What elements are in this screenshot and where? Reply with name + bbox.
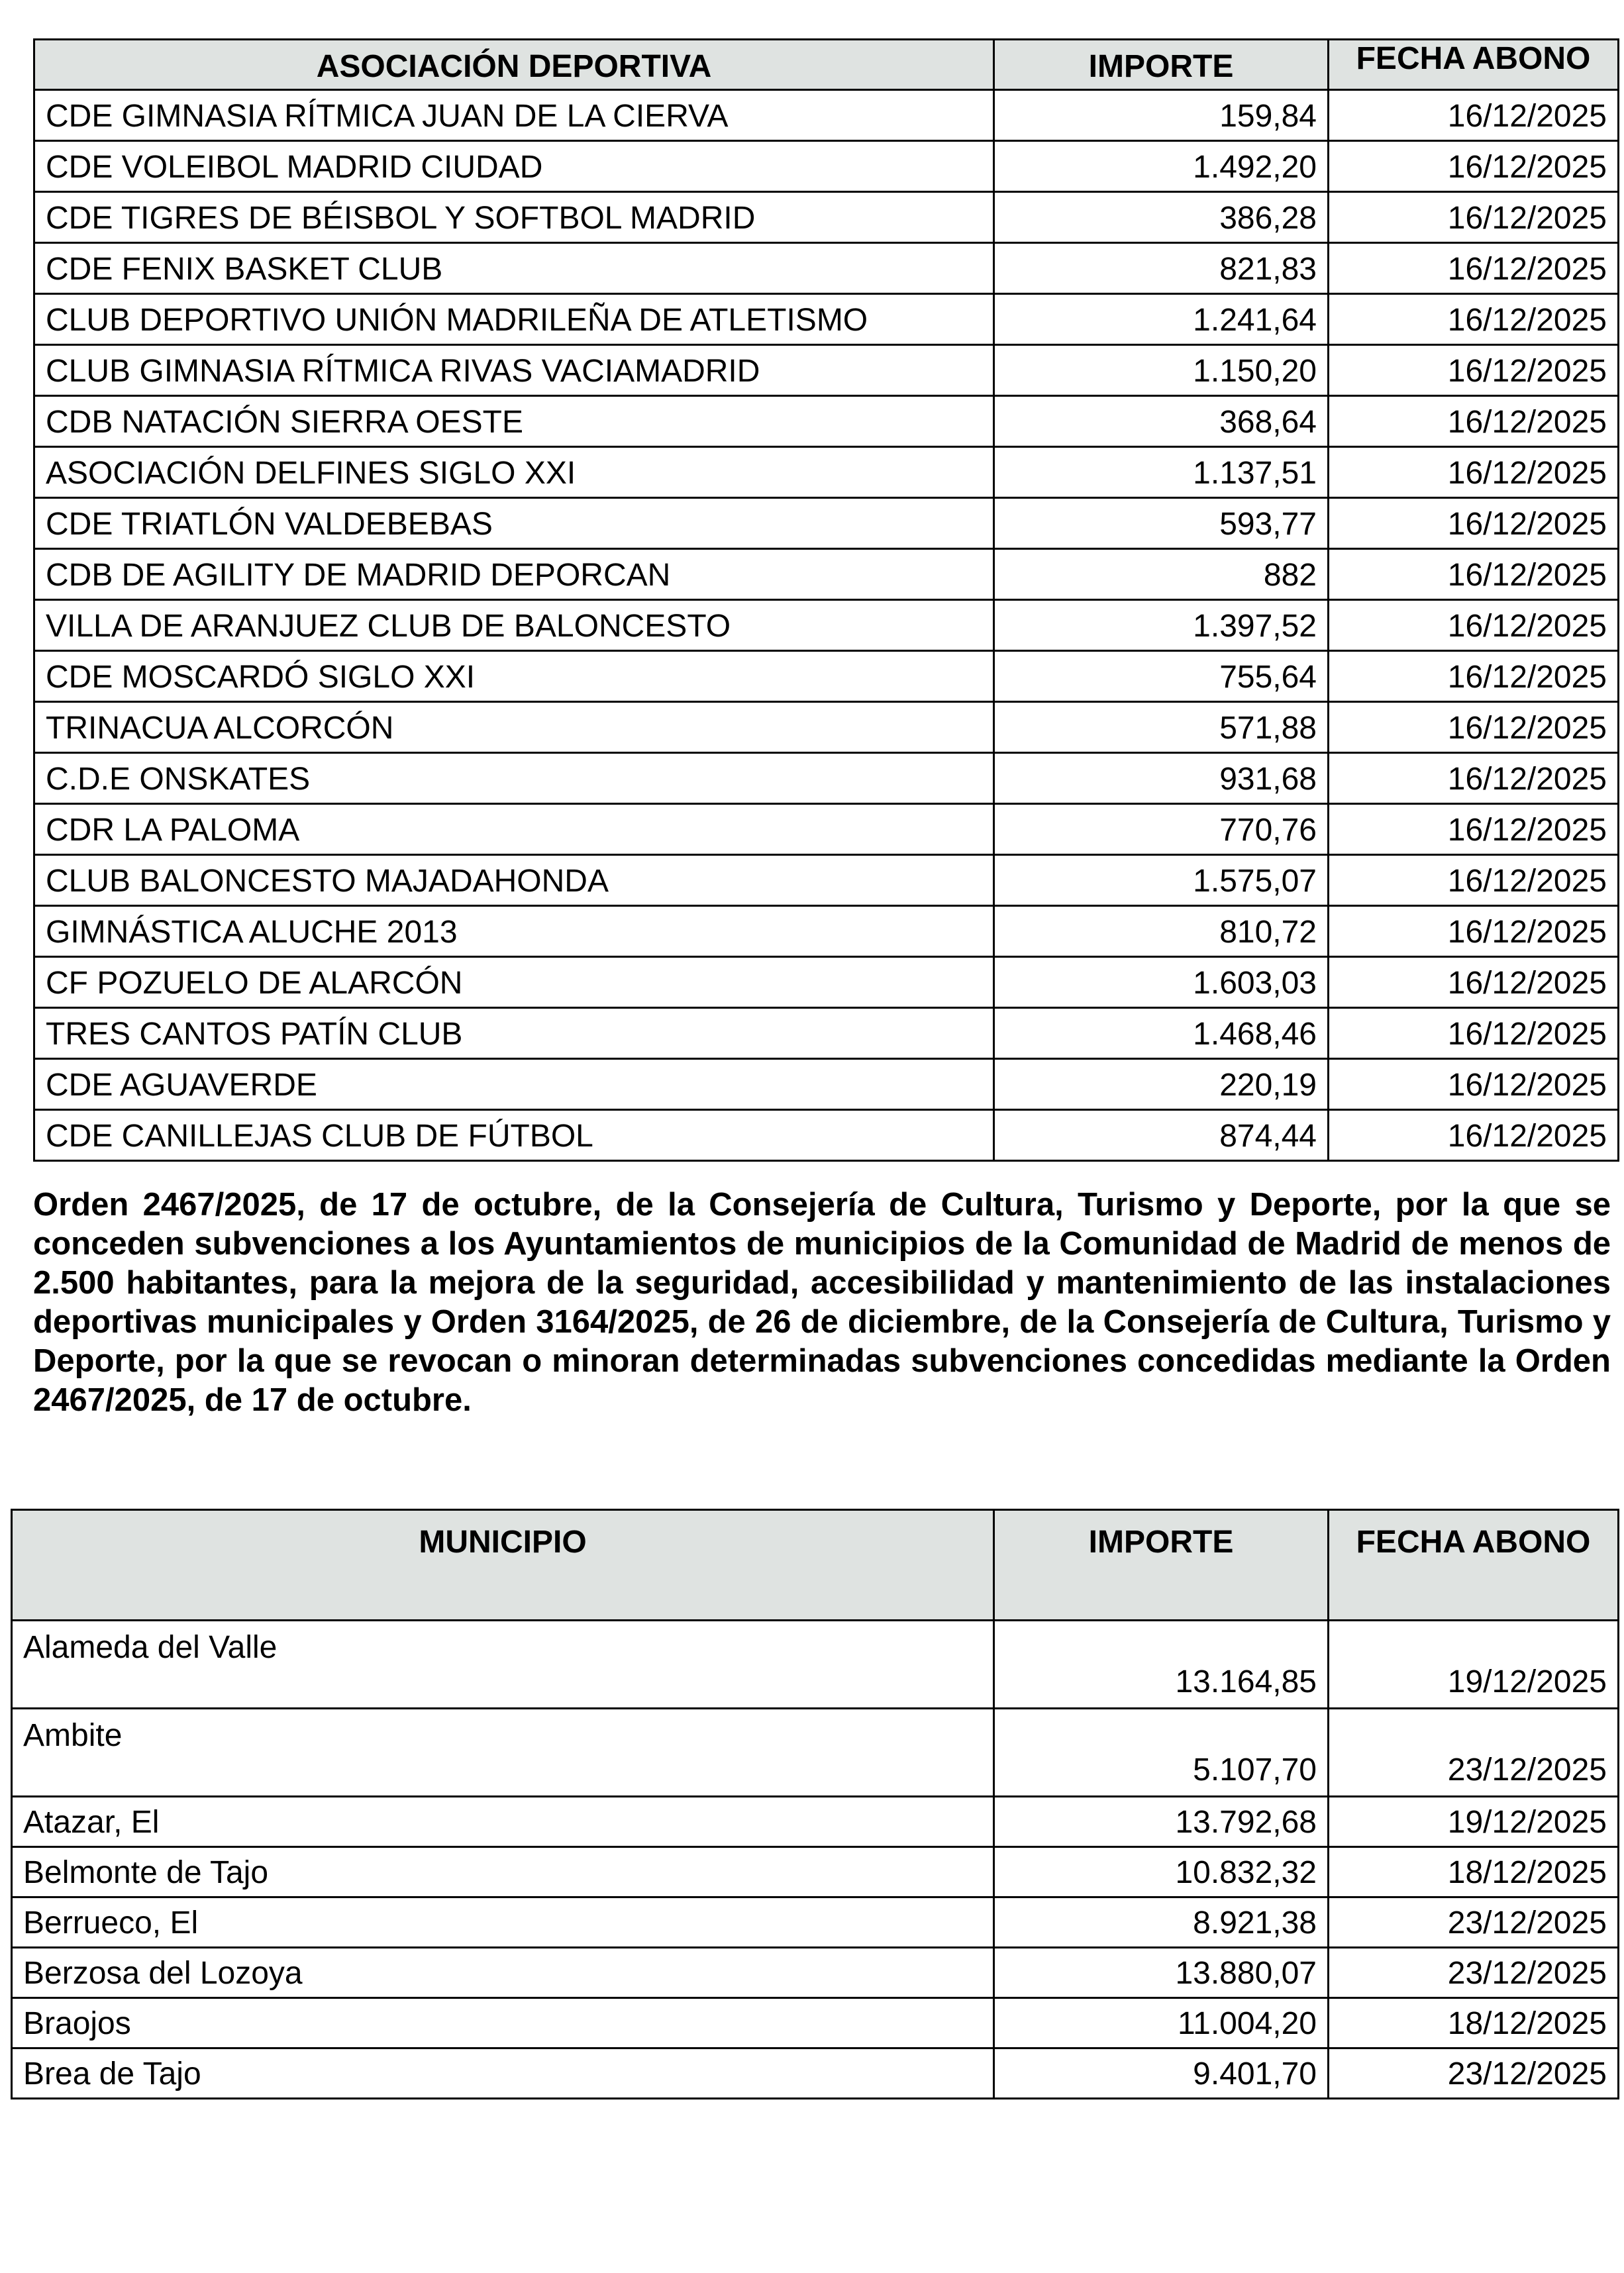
- cell-name: CDE FENIX BASKET CLUB: [34, 243, 994, 294]
- cell-date: 16/12/2025: [1329, 906, 1619, 957]
- cell-amount: 13.792,68: [994, 1797, 1329, 1847]
- cell-amount: 874,44: [994, 1110, 1329, 1161]
- cell-amount: 810,72: [994, 906, 1329, 957]
- table-row: [34, 804, 1619, 855]
- cell-date: 16/12/2025: [1329, 90, 1619, 141]
- cell-amount: 220,19: [994, 1059, 1329, 1110]
- cell-date: 16/12/2025: [1329, 855, 1619, 906]
- cell-amount: 1.468,46: [994, 1008, 1329, 1059]
- cell-amount: 8.921,38: [994, 1897, 1329, 1948]
- cell-name: CDE AGUAVERDE: [34, 1059, 994, 1110]
- cell-name: C.D.E ONSKATES: [34, 753, 994, 804]
- cell-amount: 386,28: [994, 192, 1329, 243]
- cell-date: 19/12/2025: [1329, 1797, 1619, 1847]
- cell-amount: 1.397,52: [994, 600, 1329, 651]
- cell-name: Alameda del Valle: [12, 1621, 994, 1709]
- cell-name: Berrueco, El: [12, 1897, 994, 1948]
- cell-amount: 821,83: [994, 243, 1329, 294]
- cell-date: 23/12/2025: [1329, 2048, 1619, 2099]
- table-row: [34, 294, 1619, 345]
- table-row: [34, 957, 1619, 1008]
- cell-name: Brea de Tajo: [12, 2048, 994, 2099]
- cell-name: VILLA DE ARANJUEZ CLUB DE BALONCESTO: [34, 600, 994, 651]
- table-row: [12, 1709, 1619, 1797]
- table-row: [12, 1621, 1619, 1709]
- cell-name: Ambite: [12, 1709, 994, 1797]
- cell-amount: 1.575,07: [994, 855, 1329, 906]
- cell-amount: 9.401,70: [994, 2048, 1329, 2099]
- cell-name: CF POZUELO DE ALARCÓN: [34, 957, 994, 1008]
- table-row: [34, 396, 1619, 447]
- cell-amount: 593,77: [994, 498, 1329, 549]
- cell-date: 16/12/2025: [1329, 1110, 1619, 1161]
- cell-date: 23/12/2025: [1329, 1897, 1619, 1948]
- cell-name: CDE VOLEIBOL MADRID CIUDAD: [34, 141, 994, 192]
- table-row: [12, 1998, 1619, 2048]
- table-row: [34, 447, 1619, 498]
- cell-name: CLUB BALONCESTO MAJADAHONDA: [34, 855, 994, 906]
- table-header-row: [12, 1510, 1619, 1621]
- cell-amount: 13.164,85: [994, 1621, 1329, 1709]
- cell-amount: 770,76: [994, 804, 1329, 855]
- cell-amount: 931,68: [994, 753, 1329, 804]
- cell-date: 16/12/2025: [1329, 600, 1619, 651]
- table-header-row: [34, 40, 1619, 90]
- cell-amount: 1.492,20: [994, 141, 1329, 192]
- table-row: [12, 1897, 1619, 1948]
- table-row: [34, 702, 1619, 753]
- cell-amount: 571,88: [994, 702, 1329, 753]
- cell-date: 16/12/2025: [1329, 345, 1619, 396]
- table-row: [34, 855, 1619, 906]
- cell-date: 16/12/2025: [1329, 1008, 1619, 1059]
- table-row: [12, 1948, 1619, 1998]
- cell-amount: 1.137,51: [994, 447, 1329, 498]
- table-row: [34, 1008, 1619, 1059]
- cell-date: 23/12/2025: [1329, 1948, 1619, 1998]
- table-row: [12, 1797, 1619, 1847]
- cell-name: Berzosa del Lozoya: [12, 1948, 994, 1998]
- cell-amount: 5.107,70: [994, 1709, 1329, 1797]
- order-paragraph: Orden 2467/2025, de 17 de octubre, de la Consejería de Cultura, Turismo y Deporte, por la que se conceden subvenciones a los Ayuntamientos de municipios de la Comunidad de Madrid de menos de 2.500 habitantes, para la mejora de la seguridad, accesibilidad y mantenimiento de las instalaciones deportivas municipales y Orden 3164/2025, de 26 de diciembre, de la Consejería de Cultura, Turismo y Deporte, por la que se revocan o minoran determinadas subvenciones concedidas mediante la Orden 2467/2025, de 17 de octubre.: [33, 1187, 1611, 1418]
- cell-name: Belmonte de Tajo: [12, 1847, 994, 1897]
- table-row: [12, 2048, 1619, 2099]
- cell-name: TRES CANTOS PATÍN CLUB: [34, 1008, 994, 1059]
- cell-name: GIMNÁSTICA ALUCHE 2013: [34, 906, 994, 957]
- cell-date: 23/12/2025: [1329, 1709, 1619, 1797]
- table-row: [34, 192, 1619, 243]
- cell-date: 16/12/2025: [1329, 549, 1619, 600]
- associations-table: [33, 38, 1619, 1162]
- table-row: [34, 753, 1619, 804]
- cell-name: ASOCIACIÓN DELFINES SIGLO XXI: [34, 447, 994, 498]
- cell-name: CDE CANILLEJAS CLUB DE FÚTBOL: [34, 1110, 994, 1161]
- associations-table-body: [34, 90, 1619, 1161]
- cell-name: CDE TIGRES DE BÉISBOL Y SOFTBOL MADRID: [34, 192, 994, 243]
- cell-amount: 368,64: [994, 396, 1329, 447]
- table-row: [12, 1847, 1619, 1897]
- cell-amount: 10.832,32: [994, 1847, 1329, 1897]
- cell-date: 16/12/2025: [1329, 141, 1619, 192]
- cell-name: CDR LA PALOMA: [34, 804, 994, 855]
- table-row: [34, 345, 1619, 396]
- cell-name: CDE GIMNASIA RÍTMICA JUAN DE LA CIERVA: [34, 90, 994, 141]
- table-row: [34, 498, 1619, 549]
- cell-date: 16/12/2025: [1329, 957, 1619, 1008]
- column-header-payment-date: FECHA ABONO: [1329, 40, 1619, 90]
- cell-name: CDE TRIATLÓN VALDEBEBAS: [34, 498, 994, 549]
- table-row: [34, 1110, 1619, 1161]
- cell-date: 16/12/2025: [1329, 396, 1619, 447]
- cell-date: 19/12/2025: [1329, 1621, 1619, 1709]
- cell-date: 16/12/2025: [1329, 192, 1619, 243]
- table-row: [34, 243, 1619, 294]
- cell-date: 16/12/2025: [1329, 651, 1619, 702]
- table-row: [34, 906, 1619, 957]
- table-row: [34, 1059, 1619, 1110]
- cell-name: CLUB GIMNASIA RÍTMICA RIVAS VACIAMADRID: [34, 345, 994, 396]
- table-row: [34, 90, 1619, 141]
- column-header-payment-date: FECHA ABONO: [1329, 1510, 1619, 1621]
- municipalities-table: [11, 1509, 1619, 2099]
- cell-amount: 11.004,20: [994, 1998, 1329, 2048]
- cell-date: 16/12/2025: [1329, 294, 1619, 345]
- cell-name: CDB NATACIÓN SIERRA OESTE: [34, 396, 994, 447]
- cell-date: 18/12/2025: [1329, 1847, 1619, 1897]
- cell-amount: 1.241,64: [994, 294, 1329, 345]
- cell-name: CLUB DEPORTIVO UNIÓN MADRILEÑA DE ATLETISMO: [34, 294, 994, 345]
- table-row: [34, 141, 1619, 192]
- cell-name: Braojos: [12, 1998, 994, 2048]
- cell-date: 16/12/2025: [1329, 1059, 1619, 1110]
- cell-amount: 755,64: [994, 651, 1329, 702]
- column-header-amount: IMPORTE: [994, 40, 1329, 90]
- table-row: [34, 549, 1619, 600]
- municipalities-table-body: [12, 1621, 1619, 2099]
- table-row: [34, 600, 1619, 651]
- cell-amount: 159,84: [994, 90, 1329, 141]
- cell-date: 16/12/2025: [1329, 702, 1619, 753]
- column-header-association: ASOCIACIÓN DEPORTIVA: [34, 40, 994, 90]
- column-header-amount: IMPORTE: [994, 1510, 1329, 1621]
- cell-amount: 1.150,20: [994, 345, 1329, 396]
- cell-date: 16/12/2025: [1329, 753, 1619, 804]
- cell-name: Atazar, El: [12, 1797, 994, 1847]
- cell-name: TRINACUA ALCORCÓN: [34, 702, 994, 753]
- cell-date: 16/12/2025: [1329, 804, 1619, 855]
- cell-name: CDB DE AGILITY DE MADRID DEPORCAN: [34, 549, 994, 600]
- cell-amount: 1.603,03: [994, 957, 1329, 1008]
- cell-date: 18/12/2025: [1329, 1998, 1619, 2048]
- cell-date: 16/12/2025: [1329, 447, 1619, 498]
- cell-date: 16/12/2025: [1329, 243, 1619, 294]
- cell-date: 16/12/2025: [1329, 498, 1619, 549]
- cell-amount: 882: [994, 549, 1329, 600]
- column-header-municipality: MUNICIPIO: [12, 1510, 994, 1621]
- cell-amount: 13.880,07: [994, 1948, 1329, 1998]
- table-row: [34, 651, 1619, 702]
- cell-name: CDE MOSCARDÓ SIGLO XXI: [34, 651, 994, 702]
